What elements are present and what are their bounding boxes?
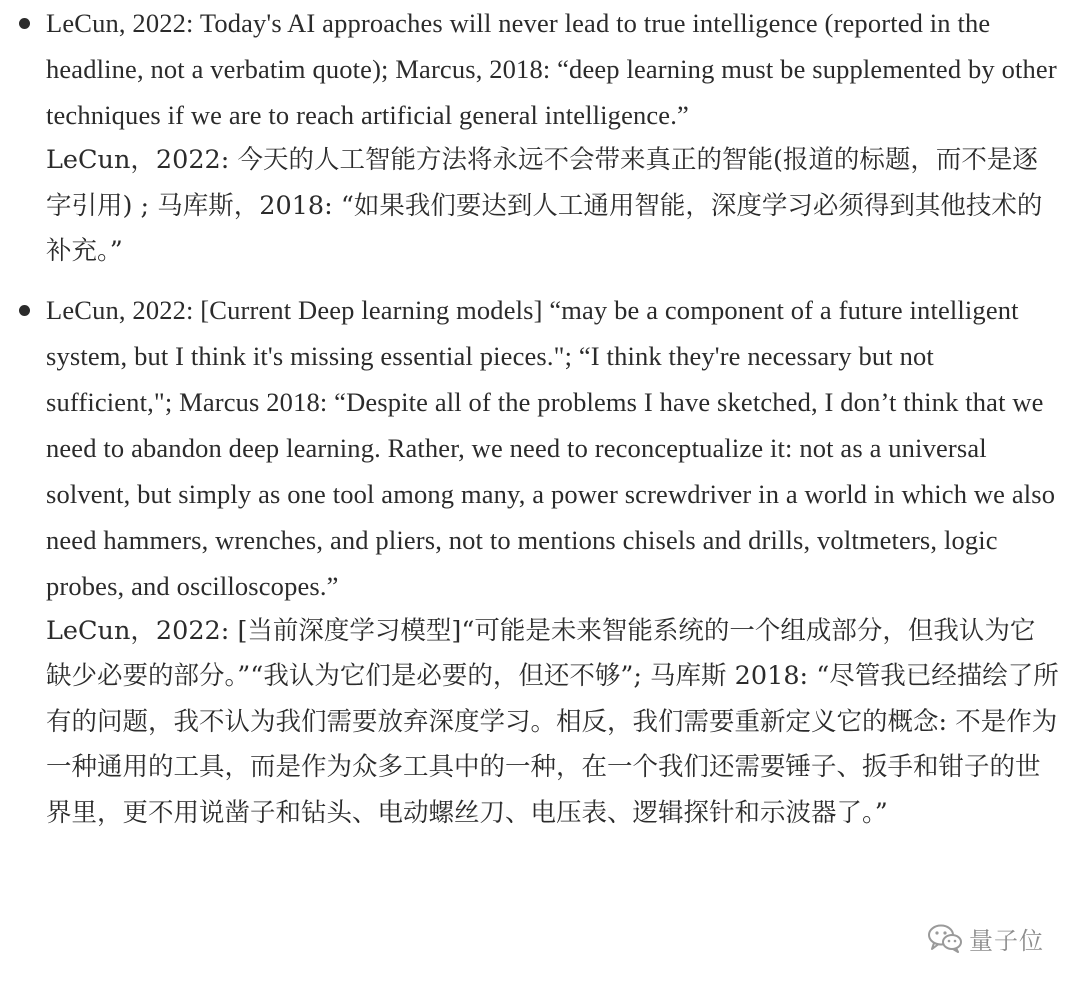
list-item [0,0,1080,275]
bullet-icon [19,305,30,316]
watermark-text: 量子位 [969,926,1044,955]
watermark [927,918,1044,958]
bullet-icon [19,18,30,29]
english-text: LeCun, 2022: [Current Deep learning models] “may be a component of a future intelligent system, but I think it's missing essential pieces."; “I think they're necessary but not sufficient,"; Marcus 2018: “Despite all of the problems I have sketched, I don’t think that we need to abandon deep learning. Rather, we need to reconceptualize it: not as a universal solvent, but simply as one tool among many, a power screwdriver in a world in which we also need hammers, wrenches, and pliers, not to mentions chisels and drills, voltmeters, logic probes, and oscilloscopes.” [46,294,1056,601]
list-item [0,287,1080,837]
chinese-translation: LeCun，2022: [当前深度学习模型]“可能是未来智能系统的一个组成部分，但我认为它缺少必要的部分。”“我认为它们是必要的，但还不够”; 马库斯 2018: “尽管我已经描绘了所有的问题，我不认为我们需要放弃深度学习。相反，我们需要重新定义它的概念: 不是作为一种通用的工具，而是作为众多工具中的一种，在一个我们还需要锤子、扳手和钳子的世界里，更不用说凿子和钻头、电动螺丝刀、电压表、逻辑探针和示波器了。” [46,615,1059,828]
wechat-icon [927,923,963,953]
english-text: LeCun, 2022: Today's AI approaches will never lead to true intelligence (reported in the headline, not a verbatim quote); Marcus, 2018: “deep learning must be supplemented by other techniques if we are to reach artificial general intelligence.” [46,8,1057,130]
chinese-translation: LeCun，2022: 今天的人工智能方法将永远不会带来真正的智能(报道的标题，而不是逐字引用) ; 马库斯，2018: “如果我们要达到人工通用智能，深度学习必须得到其他技术的补充。” [46,145,1043,266]
